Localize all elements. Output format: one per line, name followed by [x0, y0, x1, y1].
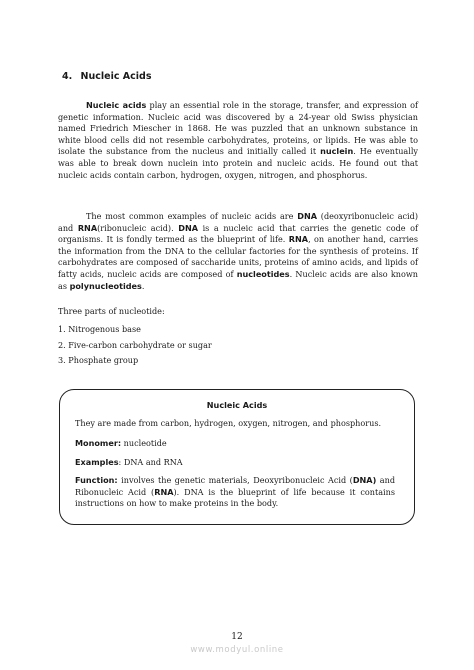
monomer-value: nucleotide — [121, 438, 167, 448]
examples-label: Examples — [75, 457, 119, 467]
box-title: Nucleic Acids — [206, 400, 268, 410]
function-text: involves the genetic materials, Deoxyribonucleic Acid ( — [117, 475, 353, 485]
paragraph-text: play an essential role in the storage, transfer, and expression of genetic information. Nucleic acid was discovered by a 24-year old Swiss physician named Friedrich Miescher in 1868. He was puzzled that an unknown substance in white blood cells did not resemble carbohydrates, proteins, or lipids. He was able to isolate the substance from the nucleus and initially called it — [58, 100, 418, 157]
list-item: 2. Five-carbon carbohydrate or sugar — [58, 339, 212, 350]
parts-title: Three parts of nucleotide: — [58, 306, 165, 316]
paragraph-text: . — [141, 280, 145, 291]
paragraph-text: (deoxyribonucleic acid) and — [58, 211, 418, 233]
term-polynucleotides: polynucleotides — [69, 280, 142, 291]
term-nuclein: nuclein — [320, 146, 354, 157]
term-nucleic-acids: Nucleic acids — [86, 100, 147, 110]
paragraph-examples — [58, 211, 418, 292]
paragraph-text: (ribonucleic acid). — [97, 222, 179, 233]
box-examples — [75, 457, 395, 469]
term-nucleotides: nucleotides — [236, 268, 290, 279]
function-text: and Ribonucleic Acid ( — [75, 475, 395, 497]
box-description: They are made from carbon, hydrogen, oxygen, nitrogen, and phosphorus. — [75, 418, 382, 428]
section-title: Nucleic Acids — [80, 71, 152, 82]
list-item: 3. Phosphate group — [58, 355, 139, 365]
summary-box — [59, 389, 415, 525]
term-rna: RNA — [288, 234, 309, 245]
term-dna: DNA — [178, 222, 199, 233]
parts-list — [58, 322, 212, 369]
page-number: 12 — [231, 632, 243, 642]
box-function — [75, 475, 395, 510]
function-text: ). DNA is the blueprint of life because it contains instructions on how to make proteins in the body. — [75, 486, 396, 509]
paragraph-text: . He eventually was able to break down nuclein into protein and nucleic acids. He found out that nucleic acids contain carbon, hydrogen, oxygen, nitrogen, and phosphorus. — [58, 146, 418, 180]
list-item: 1. Nitrogenous base — [58, 324, 141, 334]
paragraph-text: The most common examples of nucleic acids are — [86, 211, 298, 221]
function-label: Function: — [75, 475, 118, 485]
paragraph-text: , on another hand, carries the information from the DNA to the cellular factories for the synthesis of proteins. If carbohydrates are composed of saccharide units, proteins of amino acids, and lipids of fatty acids, nucleic acids are composed of — [58, 234, 418, 279]
examples-value: : DNA and RNA — [118, 457, 183, 467]
box-monomer — [75, 438, 395, 450]
term-dna: DNA — [297, 211, 317, 221]
paragraph-discovery — [58, 100, 418, 181]
watermark: www.modyul.online — [190, 645, 284, 655]
monomer-label: Monomer: — [75, 438, 122, 448]
paragraph-text: . Nucleic acids are also known as — [58, 268, 418, 291]
term-rna: RNA — [154, 486, 174, 497]
section-number: 4. — [62, 71, 73, 82]
section-heading — [62, 71, 151, 82]
paragraph-text: is a nucleic acid that carries the genetic code of organisms. It is fondly termed as the blueprint of life. — [58, 222, 419, 245]
term-rna: RNA — [77, 222, 98, 233]
term-dna: DNA) — [352, 475, 377, 485]
